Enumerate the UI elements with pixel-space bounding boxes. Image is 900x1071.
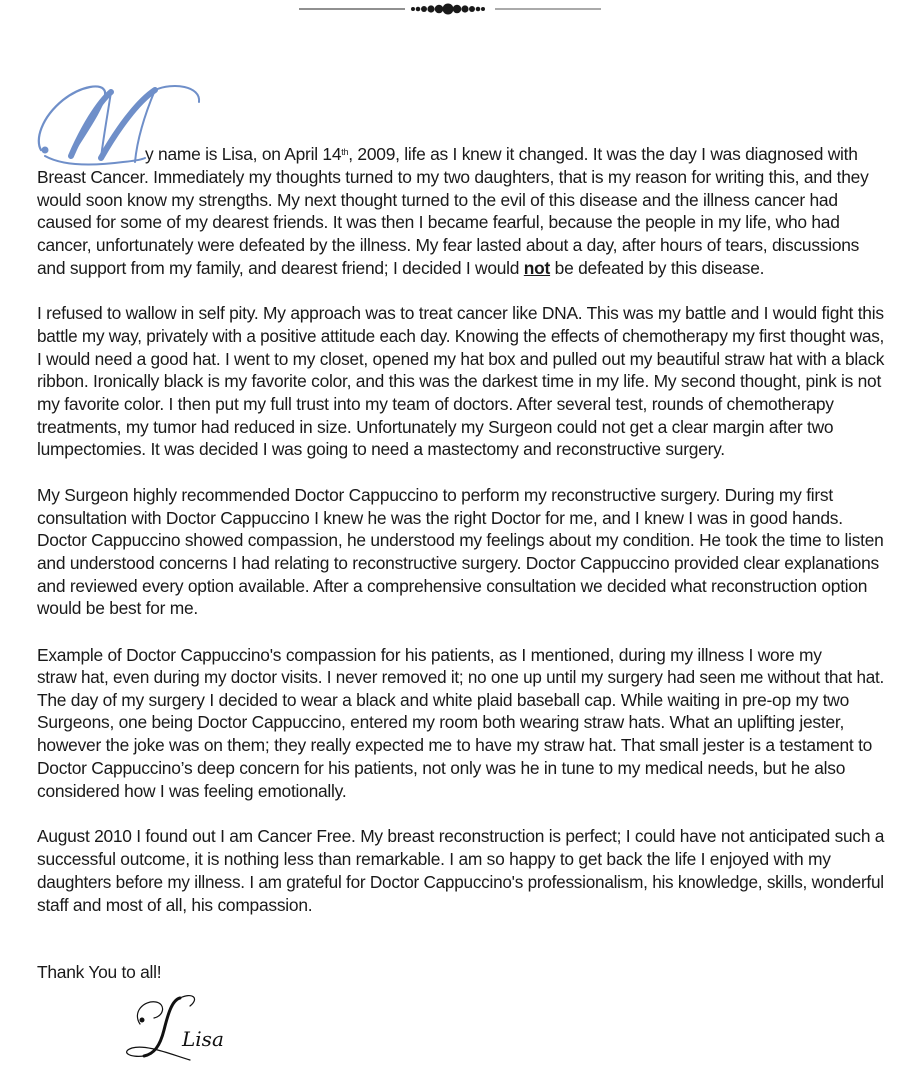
text: and support from my family, and dearest friend; I decided I would bbox=[37, 258, 524, 278]
paragraph-2-line-6: treatments, my tumor had reduced in size. Unfortunately my Surgeon could not get a clear margin after two bbox=[37, 417, 834, 437]
paragraph-1-line-1 bbox=[145, 143, 858, 165]
paragraph-3-line-4: and understood concerns I had relating to reconstructive surgery. Doctor Cappuccino provided clear explanations bbox=[37, 553, 879, 573]
text: y name is Lisa, on April 14 bbox=[145, 144, 342, 164]
ordinal-suffix: th bbox=[341, 147, 349, 157]
signature-text: Lisa bbox=[182, 1027, 224, 1051]
paragraph-2-line-2: battle my way, privately with a positive attitude each day. Knowing the effects of chemotherapy my first thought was, bbox=[37, 326, 885, 346]
text: , 2009, life as I knew it changed. It was the day I was diagnosed with bbox=[348, 144, 858, 164]
paragraph-4-line-1: Example of Doctor Cappuccino's compassion for his patients, as I mentioned, during my illness I wore my bbox=[37, 645, 822, 665]
paragraph-1-line-6 bbox=[37, 257, 764, 279]
paragraph-1-line-3: would soon know my strengths. My next thought turned to the evil of this disease and the illness cancer had bbox=[37, 190, 838, 210]
paragraph-3-line-5: and reviewed every option available. After a comprehensive consultation we decided what reconstruction option bbox=[37, 576, 868, 596]
paragraph-4-line-7: considered how I was feeling emotionally. bbox=[37, 781, 347, 801]
paragraph-4-line-6: Doctor Cappuccino’s deep concern for his patients, not only was he in tune to my medical needs, but he also bbox=[37, 758, 846, 778]
emphasis-not: not bbox=[523, 258, 551, 278]
paragraph-5-line-4: staff and most of all, his compassion. bbox=[37, 895, 313, 915]
paragraph-1-line-4: caused for some of my dearest friends. It was then I became fearful, because the people in my life, who had bbox=[37, 212, 840, 232]
paragraph-2-line-3: I would need a good hat. I went to my closet, opened my hat box and pulled out my beautiful straw hat with a black bbox=[37, 349, 885, 369]
paragraph-3-line-2: consultation with Doctor Cappuccino I knew he was the right Doctor for me, and I knew I was in good hands. bbox=[37, 508, 843, 528]
paragraph-1-line-5: cancer, unfortunately were defeated by the illness. My fear lasted about a day, after hours of tears, discussions bbox=[37, 235, 860, 255]
closing-line: Thank You to all! bbox=[37, 962, 162, 982]
paragraph-5-line-2: successful outcome, it is nothing less than remarkable. I am so happy to get back the life I enjoyed with my bbox=[37, 849, 831, 869]
text: be defeated by this disease. bbox=[550, 258, 765, 278]
paragraph-4-line-2: straw hat, even during my doctor visits. I never removed it; no one up until my surgery had seen me without that hat. bbox=[37, 667, 884, 687]
paragraph-3-line-6: would be best for me. bbox=[37, 598, 199, 618]
ornamental-divider bbox=[296, 2, 604, 16]
paragraph-2-line-7: lumpectomies. It was decided I was going to need a mastectomy and reconstructive surgery. bbox=[37, 439, 725, 459]
paragraph-2-line-5: my favorite color. I then put my full trust into my team of doctors. After several test, rounds of chemotherapy bbox=[37, 394, 834, 414]
paragraph-4-line-4: Surgeons, one being Doctor Cappuccino, entered my room both wearing straw hats. What an uplifting jester, bbox=[37, 712, 845, 732]
paragraph-2-line-4: ribbon. Ironically black is my favorite color, and this was the darkest time in my life. My second thought, pink is not bbox=[37, 371, 882, 391]
paragraph-5-line-1: August 2010 I found out I am Cancer Free. My breast reconstruction is perfect; I could have not anticipated such a bbox=[37, 826, 885, 846]
paragraph-2-line-1: I refused to wallow in self pity. My approach was to treat cancer like DNA. This was my battle and I would fight this bbox=[37, 303, 884, 323]
paragraph-4-line-5: however the joke was on them; they really expected me to have my straw hat. That small jester is a testament to bbox=[37, 735, 873, 755]
signature-lisa bbox=[110, 990, 230, 1065]
paragraph-4-line-3: The day of my surgery I decided to wear a black and white plaid baseball cap. While waiting in pre-op my two bbox=[37, 690, 850, 710]
paragraph-3-line-3: Doctor Cappuccino showed compassion, he understood my feelings about my condition. He took the time to listen bbox=[37, 530, 884, 550]
paragraph-5-line-3: daughters before my illness. I am grateful for Doctor Cappuccino's professionalism, his knowledge, skills, wonderful bbox=[37, 872, 884, 892]
paragraph-3-line-1: My Surgeon highly recommended Doctor Cappuccino to perform my reconstructive surgery. During my first bbox=[37, 485, 833, 505]
paragraph-1-line-2: Breast Cancer. Immediately my thoughts turned to my two daughters, that is my reason for writing this, and they bbox=[37, 167, 869, 187]
